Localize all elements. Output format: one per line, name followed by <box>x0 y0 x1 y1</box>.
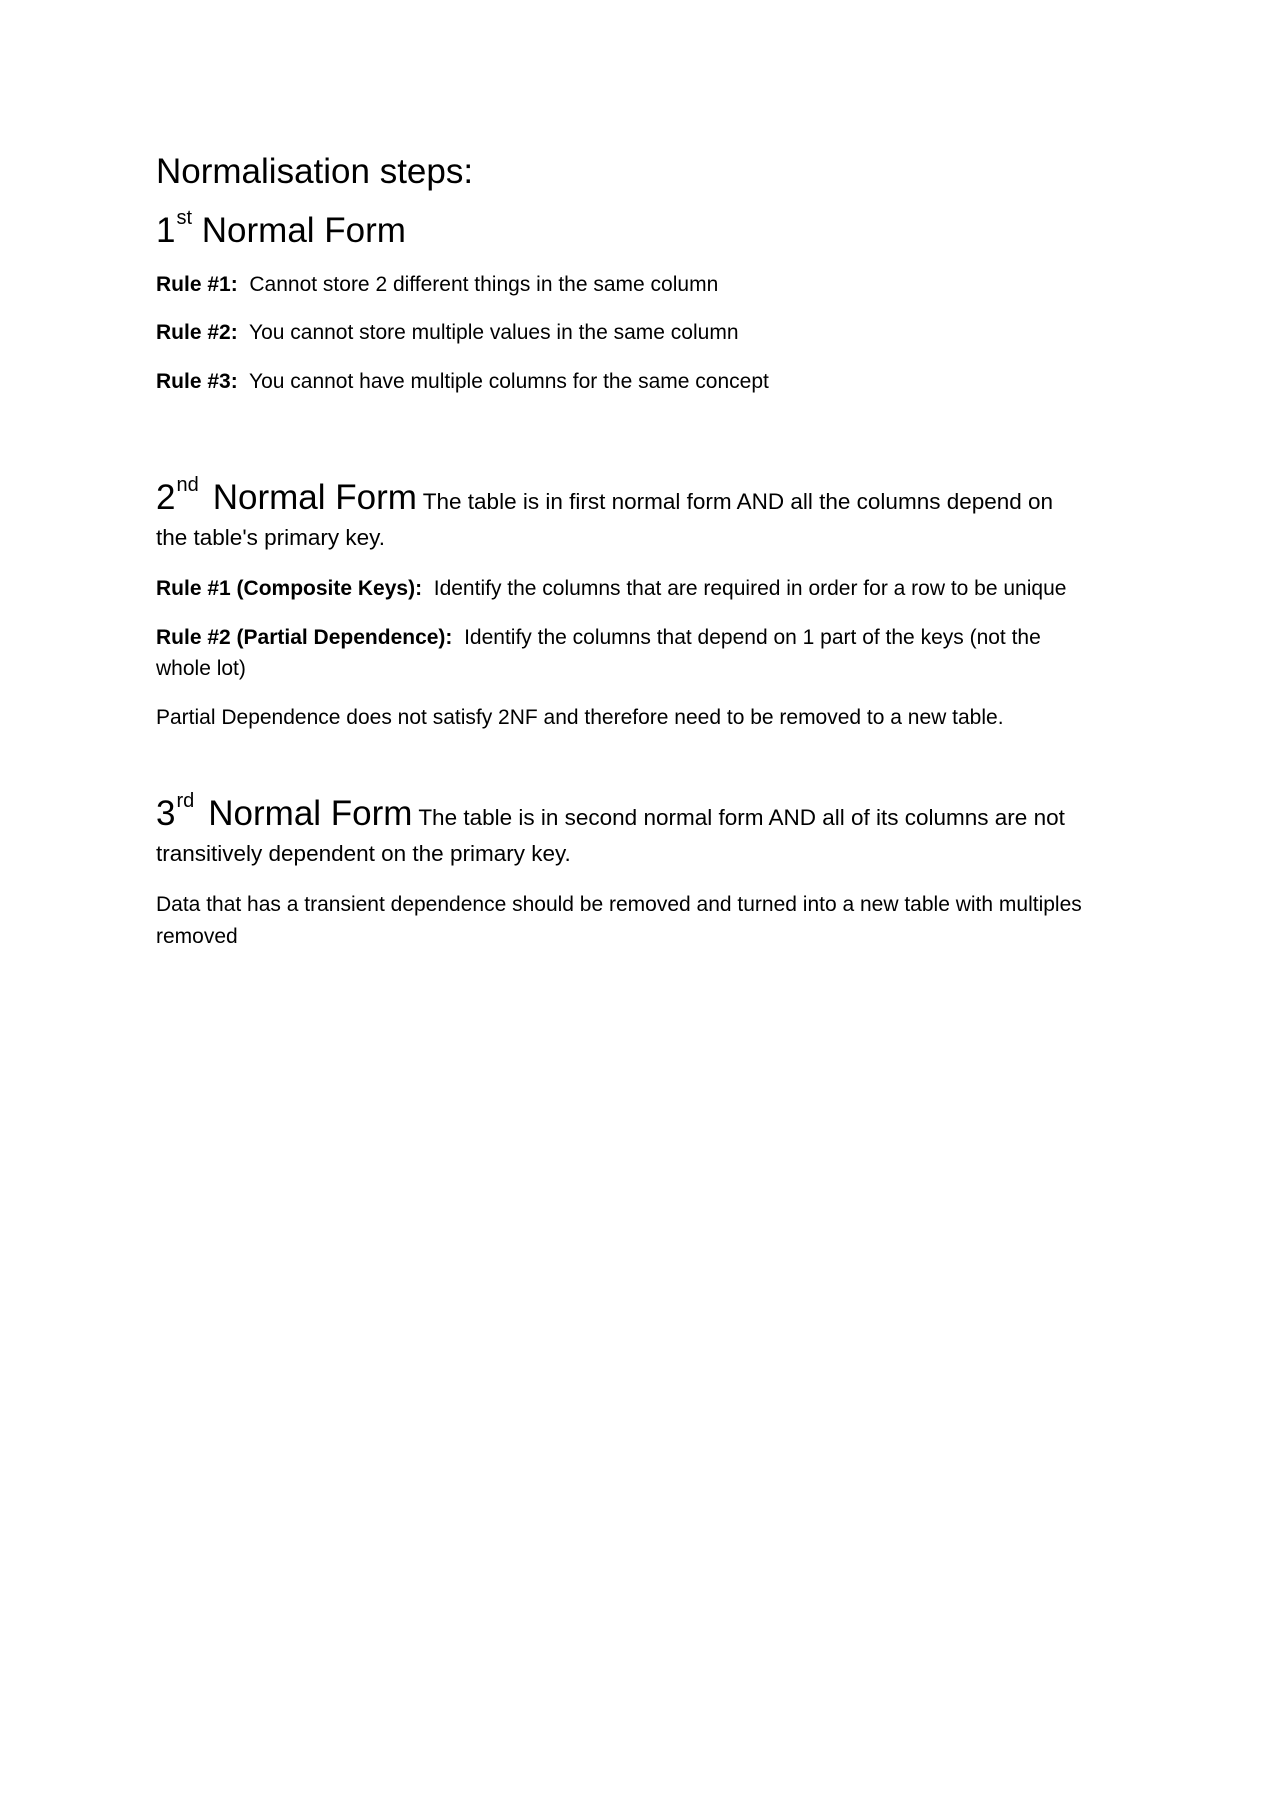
rule-2nf-1 <box>156 573 1136 605</box>
section-2nf-description-1: The table is in first normal form AND all the columns depend on <box>422 489 1054 515</box>
section-3nf-ordinal: rd <box>176 790 195 813</box>
rule-text: You cannot store multiple values in the same column <box>249 321 739 345</box>
rule-label: Rule #2 (Partial Dependence): <box>156 625 453 649</box>
rule-text: You cannot have multiple columns for the same concept <box>249 369 769 393</box>
section-1nf-number: 1 <box>156 210 176 250</box>
rule-text: Cannot store 2 different things in the same column <box>249 272 719 296</box>
section-3nf-number: 3 <box>156 794 176 834</box>
rule-2nf-2 <box>156 622 1136 685</box>
section-3nf-description-1: The table is in second normal form AND all of its columns are not <box>418 805 1065 831</box>
rule-label: Rule #3: <box>156 369 238 393</box>
section-2nf-note: Partial Dependence does not satisfy 2NF and therefore need to be removed to a new table. <box>156 705 1004 729</box>
document-page <box>156 150 1136 952</box>
section-3nf-note-1: Data that has a transient dependence should be removed and turned into a new table with multiples <box>156 893 1082 917</box>
section-2nf-heading <box>156 474 1136 556</box>
section-2nf-ordinal: nd <box>176 474 199 497</box>
section-1nf-heading <box>156 206 1136 252</box>
rule-label: Rule #1 (Composite Keys): <box>156 577 423 601</box>
section-1nf <box>156 206 1136 398</box>
section-3nf-heading <box>156 790 1136 872</box>
rule-text: Identify the columns that depend on 1 part of the keys (not the <box>464 625 1041 649</box>
section-3nf-title: Normal Form <box>208 794 413 834</box>
rule-text-continued: whole lot) <box>156 657 246 681</box>
rule-1nf-2 <box>156 317 1136 349</box>
rule-label: Rule #1: <box>156 272 238 296</box>
section-3nf-note-2: removed <box>156 924 238 948</box>
section-1nf-title: Normal Form <box>201 210 406 250</box>
document-title: Normalisation steps: <box>156 152 474 191</box>
section-1nf-ordinal: st <box>176 206 193 229</box>
section-3nf-description-2: transitively dependent on the primary key. <box>156 841 571 867</box>
section-2nf <box>156 474 1136 733</box>
rule-label: Rule #2: <box>156 321 238 345</box>
rule-1nf-3 <box>156 366 1136 398</box>
section-2nf-description-2: the table's primary key. <box>156 525 385 551</box>
section-3nf <box>156 790 1136 952</box>
rule-text: Identify the columns that are required in order for a row to be unique <box>433 577 1067 601</box>
section-2nf-number: 2 <box>156 478 176 518</box>
section-2nf-title: Normal Form <box>212 478 417 518</box>
rule-1nf-1 <box>156 269 1136 301</box>
section-3nf-note <box>156 889 1136 952</box>
